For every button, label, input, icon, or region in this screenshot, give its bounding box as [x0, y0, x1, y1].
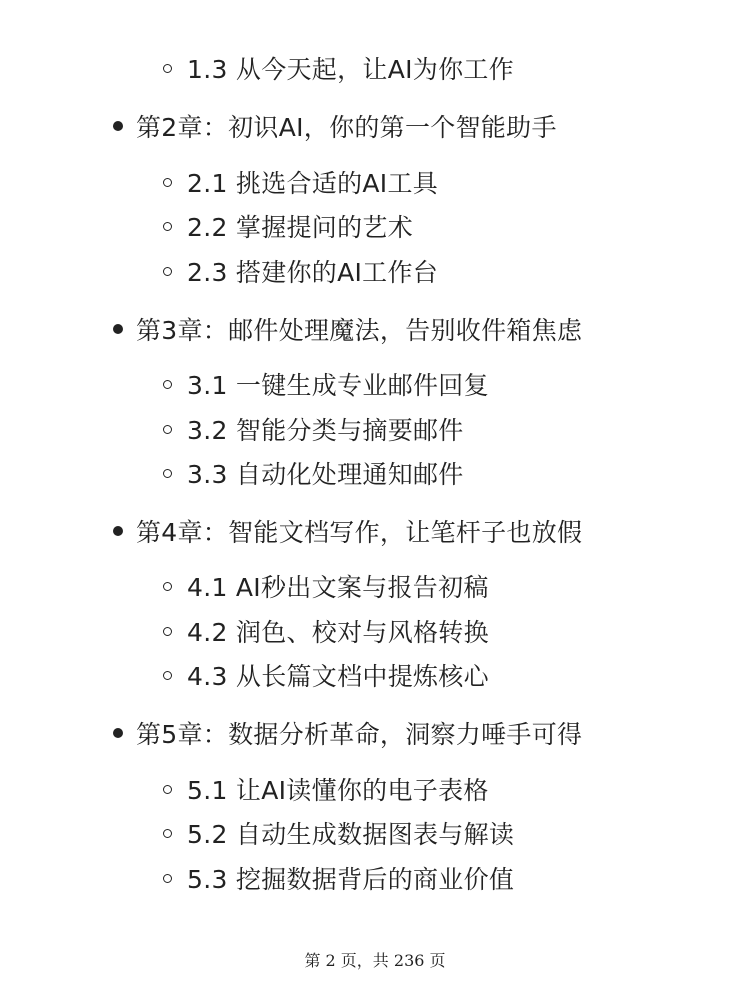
toc-chapter-item [113, 108, 557, 148]
toc-section-item [163, 860, 514, 900]
toc-item-text: 第2章：初识AI，你的第一个智能助手 [136, 113, 557, 142]
toc-section-item [163, 411, 464, 451]
toc-section-item [163, 366, 489, 406]
bullet-circle-icon [163, 425, 172, 434]
toc-item-text: 3.3 自动化处理通知邮件 [187, 460, 464, 489]
toc-section-item [163, 455, 464, 495]
toc-chapter-item [113, 311, 582, 351]
toc-section-item [163, 771, 489, 811]
toc-item-text: 2.1 挑选合适的AI工具 [187, 169, 439, 198]
toc-section-item [163, 815, 514, 855]
toc-item-text: 4.2 润色、校对与风格转换 [187, 618, 489, 647]
bullet-circle-icon [163, 829, 172, 838]
bullet-circle-icon [163, 222, 172, 231]
toc-item-text: 5.2 自动生成数据图表与解读 [187, 820, 515, 849]
toc-chapter-item [113, 513, 582, 553]
toc-section-item [163, 164, 438, 204]
toc-item-text: 4.1 AI秒出文案与报告初稿 [187, 573, 489, 602]
toc-section-item [163, 50, 514, 90]
bullet-disc-icon [113, 728, 123, 738]
bullet-disc-icon [113, 324, 123, 334]
bullet-circle-icon [163, 785, 172, 794]
toc-item-text: 2.3 搭建你的AI工作台 [187, 258, 439, 287]
bullet-circle-icon [163, 469, 172, 478]
toc-item-text: 第4章：智能文档写作，让笔杆子也放假 [136, 518, 583, 547]
bullet-disc-icon [113, 526, 123, 536]
toc-item-text: 3.1 一键生成专业邮件回复 [187, 371, 489, 400]
page-footer: 第 2 页，共 236 页 [304, 951, 446, 970]
toc-item-text: 第5章：数据分析革命，洞察力唾手可得 [136, 720, 583, 749]
bullet-circle-icon [163, 178, 172, 187]
toc-item-text: 2.2 掌握提问的艺术 [187, 213, 414, 242]
toc-section-item [163, 208, 413, 248]
toc-item-text: 4.3 从长篇文档中提炼核心 [187, 662, 489, 691]
toc-item-text: 5.3 挖掘数据背后的商业价值 [187, 865, 515, 894]
bullet-circle-icon [163, 380, 172, 389]
toc-section-item [163, 613, 489, 653]
toc-item-text: 5.1 让AI读懂你的电子表格 [187, 776, 489, 805]
toc-section-item [163, 568, 489, 608]
bullet-circle-icon [163, 582, 172, 591]
bullet-circle-icon [163, 671, 172, 680]
toc-section-item [163, 657, 489, 697]
toc-section-item [163, 253, 438, 293]
toc-item-text: 3.2 智能分类与摘要邮件 [187, 416, 464, 445]
toc-chapter-item [113, 715, 582, 755]
bullet-circle-icon [163, 627, 172, 636]
bullet-disc-icon [113, 121, 123, 131]
bullet-circle-icon [163, 267, 172, 276]
toc-item-text: 1.3 从今天起，让AI为你工作 [187, 55, 514, 84]
toc-item-text: 第3章：邮件处理魔法，告别收件箱焦虑 [136, 316, 583, 345]
bullet-circle-icon [163, 874, 172, 883]
bullet-circle-icon [163, 64, 172, 73]
